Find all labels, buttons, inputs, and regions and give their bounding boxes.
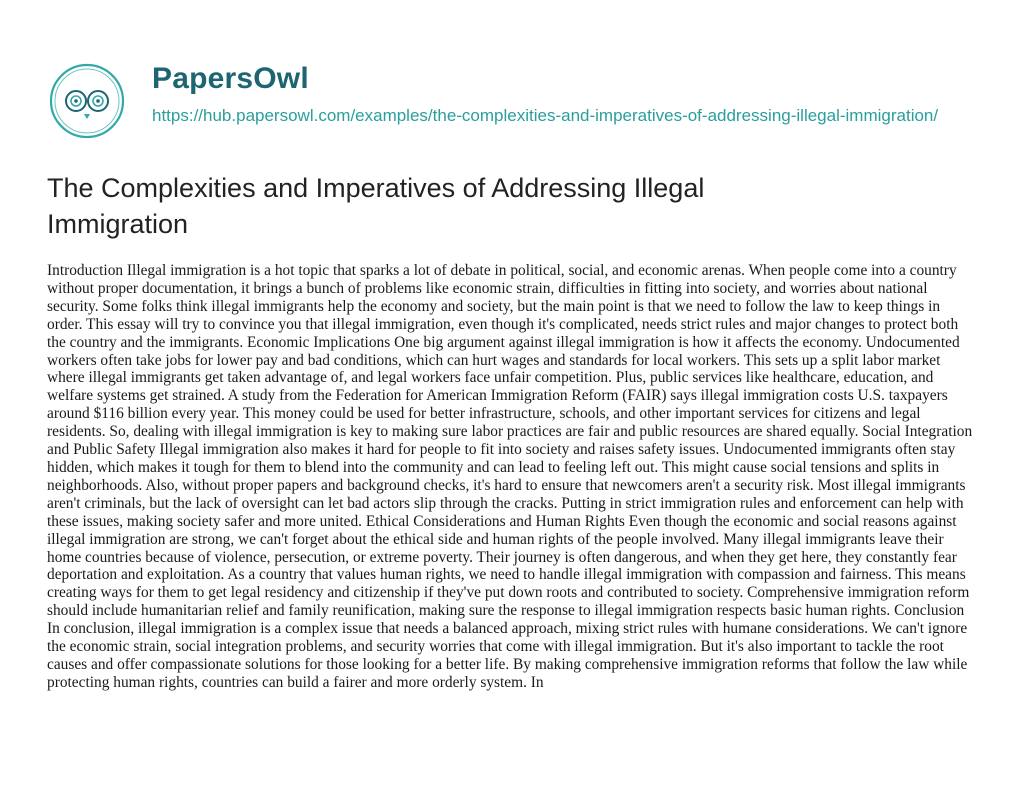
site-header xyxy=(48,56,988,156)
essay-title: The Complexities and Imperatives of Addressing Illegal Immigration xyxy=(47,173,705,239)
essay-body: Introduction Illegal immigration is a hot topic that sparks a lot of debate in political, social, and economic arenas. When people come into a country without proper documentation, it brings a bunch of problems like economic strain, difficulties in fitting into society, and worries about national security. Some folks think illegal immigrants help the economy and society, but the main point is that we need to follow the law to keep things in order. This essay will try to convince you that illegal immigration, even though it's complicated, needs strict rules and major changes to protect both the country and the immigrants. Economic Implications One big argument against illegal immigration is how it affects the economy. Undocumented workers often take jobs for lower pay and bad conditions, which can hurt wages and standards for local workers. This sets up a split labor market where illegal immigrants get taken advantage of, and legal workers face unfair competition. Plus, public services like healthcare, education, and welfare systems get strained. A study from the Federation for American Immigration Reform (FAIR) says illegal immigration costs U.S. taxpayers around $116 billion every year. This money could be used for better infrastructure, schools, and other important services for citizens and legal residents. So, dealing with illegal immigration is key to making sure labor practices are fair and public resources are shared equally. Social Integration and Public Safety Illegal immigration also makes it hard for people to fit into society and raises safety issues. Undocumented immigrants often stay hidden, which makes it tough for them to blend into the community and can lead to feeling left out. This might cause social tensions and splits in neighborhoods. Also, without proper papers and background checks, it's hard to ensure that newcomers aren't a security risk. Most illegal immigrants aren't criminals, but the lack of oversight can let bad actors slip through the cracks. Putting in strict immigration rules and enforcement can help with these issues, making society safer and more united. Ethical Considerations and Human Rights Even though the economic and social reasons against illegal immigration are strong, we can't forget about the ethical side and human rights of the people involved. Many illegal immigrants leave their home countries because of violence, persecution, or extreme poverty. Their journey is often dangerous, and when they get here, they constantly fear deportation and exploitation. As a country that values human rights, we need to handle illegal immigration with compassion and fairness. This means creating ways for them to get legal residency and citizenship if they've put down roots and contributed to society. Comprehensive immigration reform should include humanitarian relief and family reunification, making sure the response to illegal immigration respects basic human rights. Conclusion In conclusion, illegal immigration is a complex issue that needs a balanced approach, mixing strict rules with humane considerations. We can't ignore the economic strain, social integration problems, and security worries that come with illegal immigration. But it's also important to tackle the root causes and offer compassionate solutions for those looking for a better life. By making comprehensive immigration reforms that follow the law while protecting human rights, countries can build a fairer and more orderly system. In xyxy=(47,262,973,691)
source-url[interactable]: https://hub.papersowl.com/examples/the-complexities-and-imperatives-of-addressing-illegal-immigration/ xyxy=(152,106,939,125)
owl-logo-icon xyxy=(48,62,126,140)
brand-name[interactable]: PapersOwl xyxy=(152,62,309,95)
